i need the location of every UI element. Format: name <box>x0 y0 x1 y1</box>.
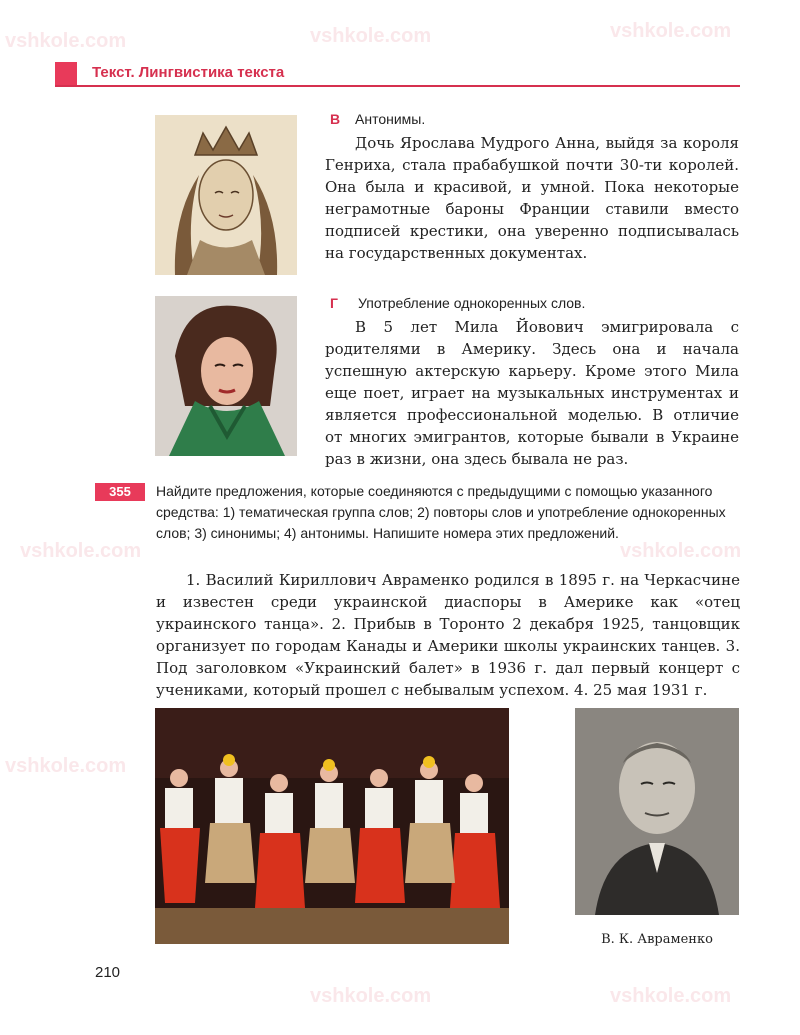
section-label-v: Антонимы. <box>355 111 426 127</box>
watermark: vshkole.com <box>310 985 432 1007</box>
section-g-text: В 5 лет Мила Йовович эмигрировала с родителями в Америку. Здесь она и начала успешную актерскую карьеру. Кроме этого Мила еще поет, играет на музыкальных инструментах и является профессиональной моделью. В отличие от многих эмигрантов, которые бывали в Украине раз в жизни, она здесь бывала не раз. <box>325 318 739 468</box>
exercise-task: Найдите предложения, которые соединяются с предыдущими с помощью указанного средства: 1) тематическая группа слов; 2) повторы слов и употребление однокоренных слов; 3) синонимы; 4) антонимы. Напишите номера этих предложений. <box>156 483 726 541</box>
page-number: 210 <box>95 964 121 981</box>
exercise-number-badge: 355 <box>95 483 145 501</box>
dancers-photo-image <box>155 708 509 944</box>
anna-portrait-image <box>155 115 297 275</box>
header-divider <box>55 85 740 87</box>
section-v-text: Дочь Ярослава Мудрого Анна, выйдя за короля Генриха, стала прабабушкой почти 30-ти королей. Она была и красивой, и умной. Пока некоторые неграмотные бароны Франции ставили вместо подписей крестики, она уверенно подписывалась на государственных документах. <box>325 134 739 262</box>
mila-portrait-image <box>155 296 297 456</box>
section-letter-v: В <box>330 111 341 127</box>
photo-caption: В. К. Авраменко <box>601 932 713 947</box>
watermark: vshkole.com <box>610 20 732 42</box>
watermark: vshkole.com <box>5 30 127 52</box>
section-label-g: Употребление однокоренных слов. <box>358 295 586 311</box>
page-title: Текст. Лингвистика текста <box>92 64 285 81</box>
section-letter-g: Г <box>330 295 338 311</box>
exercise-text: 1. Василий Кириллович Авраменко родился в 1895 г. на Черкасчине и известен среди украинской диаспоры в Америке как «отец украинского танца». 2. Прибыв в Торонто 2 декабря 1925, танцовщик организует по городам Канады и Америки школы украинских танцев. 3. Под заголовком «Украинский балет» в 1936 г. дал первый концерт с учениками, который прошел с небывалым успехом. 4. 25 мая 1931 г. <box>156 571 740 699</box>
header-marker <box>55 62 77 86</box>
watermark: vshkole.com <box>20 540 142 562</box>
avramenko-portrait-image <box>575 708 739 915</box>
watermark: vshkole.com <box>610 985 732 1007</box>
watermark: vshkole.com <box>5 755 127 777</box>
watermark: vshkole.com <box>620 540 742 562</box>
watermark: vshkole.com <box>310 25 432 47</box>
